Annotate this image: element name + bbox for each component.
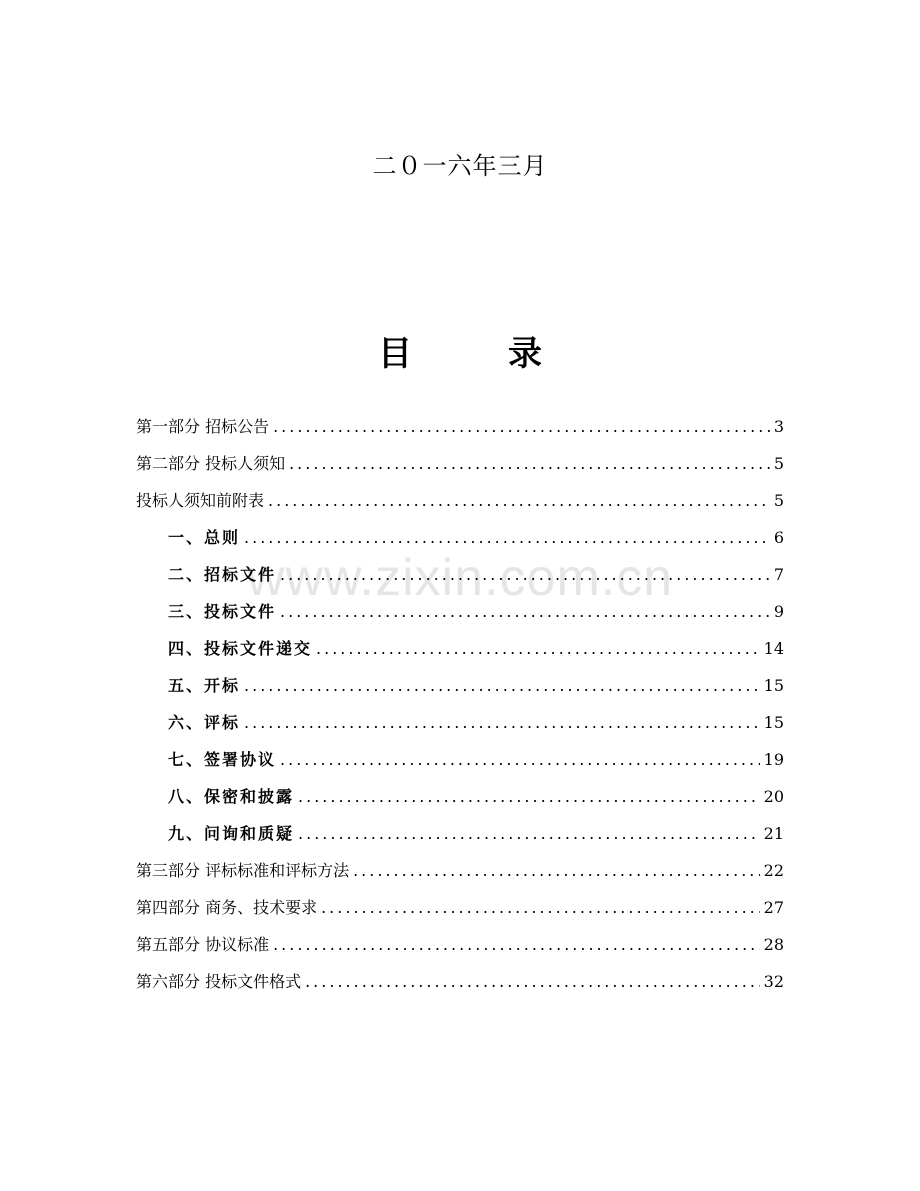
- toc-entry[interactable]: [136, 562, 784, 599]
- toc-dot-leader: [316, 639, 760, 658]
- toc-entry-label: 八、保密和披露: [168, 787, 295, 806]
- toc-dot-leader: [268, 491, 770, 510]
- toc-dot-leader: [273, 935, 760, 954]
- toc-entry-label: 四、投标文件递交: [168, 639, 313, 658]
- toc-entry-page-number: 21: [763, 824, 784, 843]
- toc-entry[interactable]: [136, 488, 784, 525]
- toc-entry[interactable]: [136, 673, 784, 710]
- toc-entry-label: 五、开标: [168, 676, 241, 695]
- toc-entry-page-number: 19: [763, 750, 784, 769]
- table-of-contents: [136, 414, 784, 1006]
- toc-entry[interactable]: [136, 525, 784, 562]
- toc-entry-label: 第六部分 投标文件格式: [136, 972, 302, 991]
- toc-entry[interactable]: [136, 636, 784, 673]
- toc-dot-leader: [305, 972, 760, 991]
- toc-title-left: 目: [378, 334, 412, 374]
- toc-dot-leader: [280, 750, 760, 769]
- toc-dot-leader: [280, 602, 770, 621]
- toc-entry[interactable]: [136, 414, 784, 451]
- toc-entry-page-number: 32: [763, 972, 784, 991]
- toc-entry-label: 七、签署协议: [168, 750, 277, 769]
- toc-entry-page-number: 3: [773, 417, 784, 436]
- toc-entry[interactable]: [136, 710, 784, 747]
- toc-dot-leader: [244, 528, 770, 547]
- toc-entry-label: 第二部分 投标人须知: [136, 454, 286, 473]
- toc-entry-page-number: 22: [763, 861, 784, 880]
- toc-dot-leader: [298, 787, 760, 806]
- toc-entry[interactable]: [136, 747, 784, 784]
- toc-entry-page-number: 5: [773, 454, 784, 473]
- toc-entry-label: 第五部分 协议标准: [136, 935, 270, 954]
- toc-entry[interactable]: [136, 895, 784, 932]
- toc-entry[interactable]: [136, 451, 784, 488]
- toc-entry-label: 三、投标文件: [168, 602, 277, 621]
- toc-entry-page-number: 5: [773, 491, 784, 510]
- toc-dot-leader: [273, 417, 770, 436]
- toc-dot-leader: [353, 861, 760, 880]
- toc-dot-leader: [244, 713, 760, 732]
- toc-entry-label: 第三部分 评标标准和评标方法: [136, 861, 350, 880]
- toc-entry-page-number: 28: [763, 935, 784, 954]
- date-line: 二０一六年三月: [372, 152, 548, 180]
- toc-entry[interactable]: [136, 599, 784, 636]
- toc-dot-leader: [280, 565, 770, 584]
- toc-entry-page-number: 20: [763, 787, 784, 806]
- toc-entry-page-number: 6: [773, 528, 784, 547]
- watermark: www.zixin.com.cn: [246, 549, 674, 607]
- toc-entry-label: 一、总则: [168, 528, 241, 547]
- toc-dot-leader: [289, 454, 770, 473]
- toc-dot-leader: [244, 676, 760, 695]
- toc-entry[interactable]: [136, 932, 784, 969]
- toc-entry[interactable]: [136, 969, 784, 1006]
- toc-dot-leader: [321, 898, 760, 917]
- toc-entry-label: 六、评标: [168, 713, 241, 732]
- toc-entry[interactable]: [136, 784, 784, 821]
- toc-entry-page-number: 15: [763, 713, 784, 732]
- toc-entry-page-number: 15: [763, 676, 784, 695]
- toc-dot-leader: [298, 824, 760, 843]
- toc-entry-label: 第一部分 招标公告: [136, 417, 270, 436]
- toc-title-right: 录: [508, 334, 542, 374]
- toc-entry-label: 第四部分 商务、技术要求: [136, 898, 318, 917]
- toc-entry-label: 九、问询和质疑: [168, 824, 295, 843]
- toc-entry[interactable]: [136, 858, 784, 895]
- toc-entry-label: 二、招标文件: [168, 565, 277, 584]
- toc-entry-page-number: 14: [763, 639, 784, 658]
- toc-entry-label: 投标人须知前附表: [136, 491, 265, 510]
- toc-entry-page-number: 9: [773, 602, 784, 621]
- toc-entry-page-number: 7: [773, 565, 784, 584]
- toc-title: [0, 326, 920, 375]
- toc-entry[interactable]: [136, 821, 784, 858]
- toc-entry-page-number: 27: [763, 898, 784, 917]
